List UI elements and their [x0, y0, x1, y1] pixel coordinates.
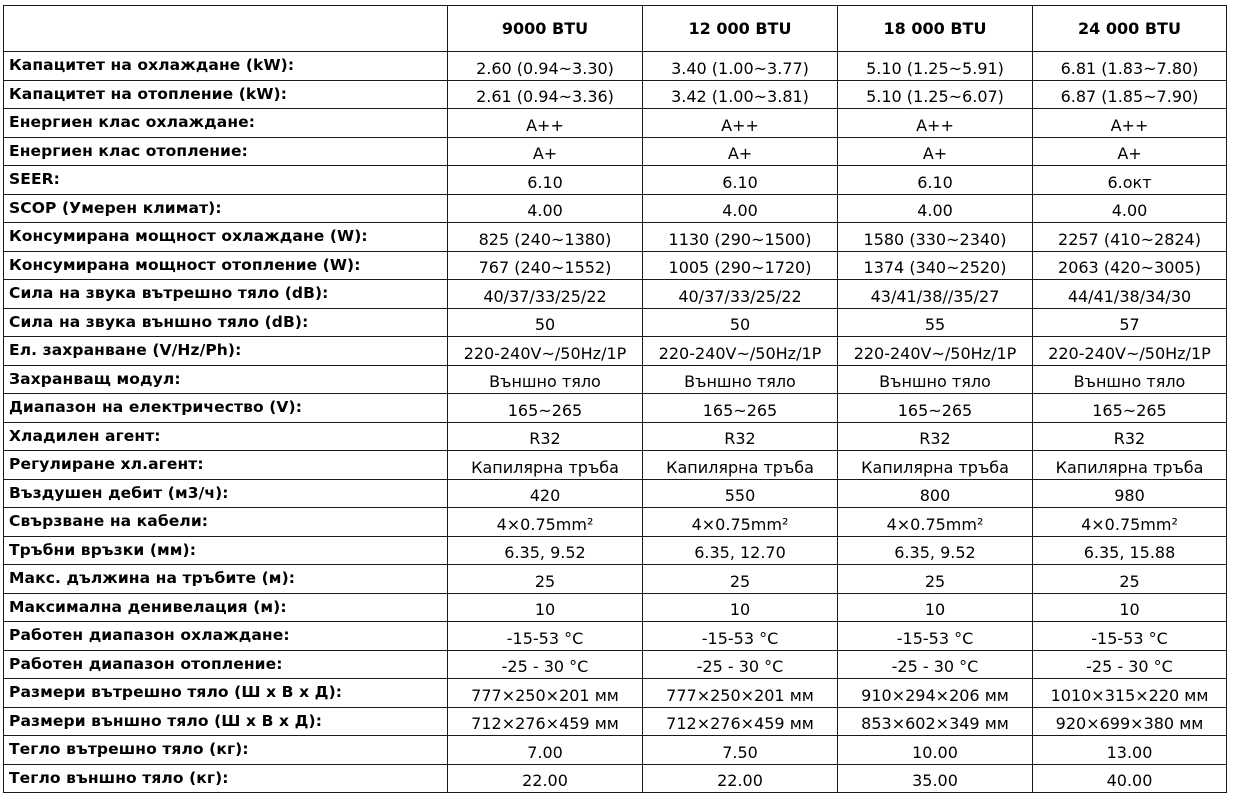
row-label: Енергиен клас охлаждане:	[4, 109, 448, 138]
row-value-cell: 712×276×459 мм	[448, 707, 643, 736]
row-value-cell: 4.00	[643, 194, 838, 223]
table-row	[4, 365, 1227, 394]
row-value-cell: 1374 (340~2520)	[838, 251, 1033, 280]
row-value-cell: 10	[448, 593, 643, 622]
table-row	[4, 679, 1227, 708]
row-label: SCOP (Умерен климат):	[4, 194, 448, 223]
table-row	[4, 565, 1227, 594]
row-value-cell: 1580 (330~2340)	[838, 223, 1033, 252]
row-label: Свързване на кабели:	[4, 508, 448, 537]
row-value-cell: A++	[448, 109, 643, 138]
row-label: Макс. дължина на тръбите (м):	[4, 565, 448, 594]
table-row	[4, 223, 1227, 252]
row-label: Консумирана мощност охлаждане (W):	[4, 223, 448, 252]
row-value-cell: 22.00	[643, 764, 838, 793]
row-value-cell: -25 - 30 °C	[838, 650, 1033, 679]
table-row	[4, 337, 1227, 366]
row-value-cell: A+	[643, 137, 838, 166]
row-value-cell: R32	[1033, 422, 1227, 451]
row-value-cell: R32	[643, 422, 838, 451]
row-label: Сила на звука външно тяло (dB):	[4, 308, 448, 337]
row-value-cell: 6.окт	[1033, 166, 1227, 195]
row-value-cell: 57	[1033, 308, 1227, 337]
row-label: Сила на звука вътрешно тяло (dB):	[4, 280, 448, 309]
row-value-cell: Капилярна тръба	[448, 451, 643, 480]
row-value-cell: 10.00	[838, 736, 1033, 765]
row-value-cell: 6.87 (1.85~7.90)	[1033, 80, 1227, 109]
row-value-cell: A++	[838, 109, 1033, 138]
row-label: Въздушен дебит (м3/ч):	[4, 479, 448, 508]
row-value-cell: 50	[643, 308, 838, 337]
row-value-cell: 7.50	[643, 736, 838, 765]
table-row	[4, 394, 1227, 423]
row-value-cell: Капилярна тръба	[643, 451, 838, 480]
row-value-cell: 853×602×349 мм	[838, 707, 1033, 736]
row-value-cell: -25 - 30 °C	[643, 650, 838, 679]
row-value-cell: 165~265	[448, 394, 643, 423]
row-value-cell: Капилярна тръба	[838, 451, 1033, 480]
table-row	[4, 251, 1227, 280]
row-value-cell: 35.00	[838, 764, 1033, 793]
row-value-cell: 6.81 (1.83~7.80)	[1033, 52, 1227, 81]
table-row	[4, 508, 1227, 537]
row-value-cell: 25	[643, 565, 838, 594]
table-row	[4, 109, 1227, 138]
row-value-cell: Външно тяло	[838, 365, 1033, 394]
row-value-cell: 25	[1033, 565, 1227, 594]
row-value-cell: 6.10	[838, 166, 1033, 195]
header-corner-cell	[4, 6, 448, 52]
row-value-cell: 6.35, 9.52	[838, 536, 1033, 565]
row-label: Енергиен клас отопление:	[4, 137, 448, 166]
row-value-cell: Външно тяло	[643, 365, 838, 394]
row-value-cell: 6.35, 12.70	[643, 536, 838, 565]
row-label: Тегло външно тяло (кг):	[4, 764, 448, 793]
row-label: Капацитет на охлаждане (kW):	[4, 52, 448, 81]
row-value-cell: 25	[838, 565, 1033, 594]
row-value-cell: 165~265	[643, 394, 838, 423]
row-value-cell: 5.10 (1.25~6.07)	[838, 80, 1033, 109]
row-label: Захранващ модул:	[4, 365, 448, 394]
row-value-cell: 43/41/38//35/27	[838, 280, 1033, 309]
table-row	[4, 764, 1227, 793]
row-value-cell: 40/37/33/25/22	[643, 280, 838, 309]
row-value-cell: 3.40 (1.00~3.77)	[643, 52, 838, 81]
row-value-cell: -15-53 °C	[1033, 622, 1227, 651]
row-value-cell: 220-240V~/50Hz/1P	[1033, 337, 1227, 366]
table-row	[4, 736, 1227, 765]
table-row	[4, 308, 1227, 337]
row-value-cell: 40.00	[1033, 764, 1227, 793]
row-value-cell: 4.00	[838, 194, 1033, 223]
row-value-cell: -15-53 °C	[643, 622, 838, 651]
specifications-table	[3, 5, 1227, 793]
row-value-cell: 1010×315×220 мм	[1033, 679, 1227, 708]
row-value-cell: -25 - 30 °C	[1033, 650, 1227, 679]
row-label: Ел. захранване (V/Hz/Ph):	[4, 337, 448, 366]
row-value-cell: 13.00	[1033, 736, 1227, 765]
row-label: SEER:	[4, 166, 448, 195]
header-model-12000: 12 000 BTU	[643, 6, 838, 52]
table-row	[4, 422, 1227, 451]
row-value-cell: 767 (240~1552)	[448, 251, 643, 280]
row-value-cell: 6.35, 9.52	[448, 536, 643, 565]
row-value-cell: 220-240V~/50Hz/1P	[643, 337, 838, 366]
row-label: Максимална денивелация (м):	[4, 593, 448, 622]
row-value-cell: 2257 (410~2824)	[1033, 223, 1227, 252]
row-value-cell: 5.10 (1.25~5.91)	[838, 52, 1033, 81]
header-model-9000: 9000 BTU	[448, 6, 643, 52]
row-value-cell: 220-240V~/50Hz/1P	[838, 337, 1033, 366]
row-value-cell: 4×0.75mm²	[448, 508, 643, 537]
row-value-cell: 4×0.75mm²	[838, 508, 1033, 537]
row-value-cell: -15-53 °C	[838, 622, 1033, 651]
row-value-cell: 2.60 (0.94~3.30)	[448, 52, 643, 81]
table-row	[4, 707, 1227, 736]
row-value-cell: 40/37/33/25/22	[448, 280, 643, 309]
table-row	[4, 479, 1227, 508]
table-row	[4, 536, 1227, 565]
row-value-cell: 825 (240~1380)	[448, 223, 643, 252]
row-value-cell: 420	[448, 479, 643, 508]
row-label: Диапазон на електричество (V):	[4, 394, 448, 423]
row-value-cell: 712×276×459 мм	[643, 707, 838, 736]
row-value-cell: 22.00	[448, 764, 643, 793]
table-body	[4, 52, 1227, 793]
row-label: Тръбни връзки (мм):	[4, 536, 448, 565]
row-value-cell: 220-240V~/50Hz/1P	[448, 337, 643, 366]
row-value-cell: -25 - 30 °C	[448, 650, 643, 679]
table-row	[4, 622, 1227, 651]
row-value-cell: 550	[643, 479, 838, 508]
row-value-cell: 165~265	[838, 394, 1033, 423]
row-value-cell: 10	[1033, 593, 1227, 622]
row-value-cell: R32	[448, 422, 643, 451]
row-label: Тегло вътрешно тяло (кг):	[4, 736, 448, 765]
table-row	[4, 137, 1227, 166]
row-value-cell: 980	[1033, 479, 1227, 508]
row-value-cell: 6.10	[448, 166, 643, 195]
row-value-cell: 6.35, 15.88	[1033, 536, 1227, 565]
row-value-cell: A+	[448, 137, 643, 166]
table-row	[4, 451, 1227, 480]
table-row	[4, 650, 1227, 679]
table-row	[4, 194, 1227, 223]
table-row	[4, 593, 1227, 622]
row-value-cell: 2063 (420~3005)	[1033, 251, 1227, 280]
table-row	[4, 280, 1227, 309]
row-value-cell: 6.10	[643, 166, 838, 195]
row-value-cell: 4×0.75mm²	[1033, 508, 1227, 537]
row-value-cell: 50	[448, 308, 643, 337]
row-value-cell: 3.42 (1.00~3.81)	[643, 80, 838, 109]
row-value-cell: Капилярна тръба	[1033, 451, 1227, 480]
row-label: Размери вътрешно тяло (Ш х В х Д):	[4, 679, 448, 708]
header-model-18000: 18 000 BTU	[838, 6, 1033, 52]
row-value-cell: 1005 (290~1720)	[643, 251, 838, 280]
row-value-cell: 1130 (290~1500)	[643, 223, 838, 252]
row-value-cell: 25	[448, 565, 643, 594]
header-row	[4, 6, 1227, 52]
row-value-cell: A++	[643, 109, 838, 138]
row-value-cell: R32	[838, 422, 1033, 451]
row-value-cell: 920×699×380 мм	[1033, 707, 1227, 736]
row-value-cell: 910×294×206 мм	[838, 679, 1033, 708]
row-value-cell: 10	[838, 593, 1033, 622]
row-value-cell: 44/41/38/34/30	[1033, 280, 1227, 309]
row-value-cell: Външно тяло	[1033, 365, 1227, 394]
row-value-cell: 4×0.75mm²	[643, 508, 838, 537]
row-value-cell: 4.00	[448, 194, 643, 223]
table-row	[4, 80, 1227, 109]
row-value-cell: 55	[838, 308, 1033, 337]
row-label: Регулиране хл.агент:	[4, 451, 448, 480]
row-value-cell: 777×250×201 мм	[643, 679, 838, 708]
row-label: Размери външно тяло (Ш х В х Д):	[4, 707, 448, 736]
row-label: Консумирана мощност отопление (W):	[4, 251, 448, 280]
row-value-cell: Външно тяло	[448, 365, 643, 394]
row-value-cell: A+	[838, 137, 1033, 166]
row-label: Работен диапазон отопление:	[4, 650, 448, 679]
table-row	[4, 166, 1227, 195]
row-value-cell: -15-53 °C	[448, 622, 643, 651]
table-row	[4, 52, 1227, 81]
row-value-cell: A+	[1033, 137, 1227, 166]
row-label: Капацитет на отопление (kW):	[4, 80, 448, 109]
row-value-cell: 2.61 (0.94~3.36)	[448, 80, 643, 109]
row-value-cell: 165~265	[1033, 394, 1227, 423]
header-model-24000: 24 000 BTU	[1033, 6, 1227, 52]
row-value-cell: 10	[643, 593, 838, 622]
row-value-cell: A++	[1033, 109, 1227, 138]
row-value-cell: 7.00	[448, 736, 643, 765]
row-value-cell: 800	[838, 479, 1033, 508]
row-label: Работен диапазон охлаждане:	[4, 622, 448, 651]
row-value-cell: 4.00	[1033, 194, 1227, 223]
row-label: Хладилен агент:	[4, 422, 448, 451]
row-value-cell: 777×250×201 мм	[448, 679, 643, 708]
table-header	[4, 6, 1227, 52]
